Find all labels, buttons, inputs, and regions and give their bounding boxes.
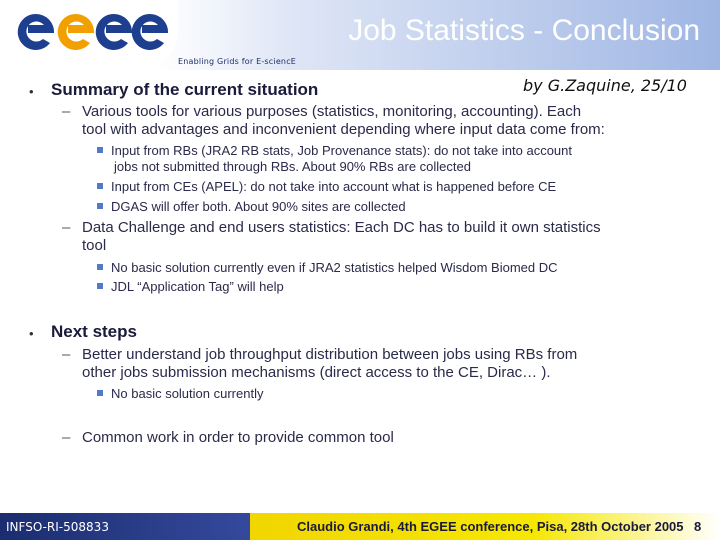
throughput-line-1: Better understand job throughput distribution between jobs using RBs from — [82, 346, 578, 363]
dash-marker: – — [62, 103, 71, 120]
egee-logo — [10, 4, 170, 60]
list-item: No basic solution currently — [97, 384, 263, 404]
square-bullet-icon — [97, 147, 103, 153]
common-work-line: Common work in order to provide common tool — [82, 429, 394, 446]
dash-marker: – — [62, 346, 71, 363]
slide-title: Job Statistics - Conclusion — [348, 14, 700, 47]
tools-line-2: tool with advantages and inconvenient depending where input data come from: — [82, 121, 605, 138]
square-bullet-icon — [97, 183, 103, 189]
list-item: No basic solution currently even if JRA2 statistics helped Wisdom Biomed DC — [97, 258, 558, 278]
slide-header — [0, 0, 720, 70]
list-item: Input from RBs (JRA2 RB stats, Job Provenance stats): do not take into account — [97, 141, 572, 161]
slide-footer — [0, 513, 720, 540]
tools-line-1: Various tools for various purposes (statistics, monitoring, accounting). Each — [82, 103, 582, 120]
page-number: 8 — [694, 519, 702, 534]
square-bullet-icon — [97, 390, 103, 396]
data-challenge-line-1: Data Challenge and end users statistics: Each DC has to build it own statistics — [82, 219, 601, 236]
list-item: JDL “Application Tag” will help — [97, 277, 284, 297]
summary-heading: Summary of the current situation — [51, 80, 319, 99]
author-byline: by G.Zaquine, 25/10 — [523, 76, 687, 95]
square-bullet-icon — [97, 264, 103, 270]
square-bullet-icon — [97, 283, 103, 289]
list-item: DGAS will offer both. About 90% sites are collected — [97, 197, 406, 217]
bullet-dot: • — [29, 326, 34, 341]
project-id: INFSO-RI-508833 — [6, 520, 109, 534]
next-steps-heading: Next steps — [51, 322, 137, 341]
dash-marker: – — [62, 219, 71, 236]
tagline: Enabling Grids for E-sciencE — [178, 57, 297, 66]
footer-left-band — [0, 513, 250, 540]
logo-area — [0, 0, 178, 70]
data-challenge-line-2: tool — [82, 237, 107, 254]
list-item: Input from CEs (APEL): do not take into account what is happened before CE — [97, 177, 556, 197]
bullet-dot: • — [29, 84, 34, 99]
throughput-line-2: other jobs submission mechanisms (direct access to the CE, Dirac… ). — [82, 364, 551, 381]
svg-text:egee: egee — [10, 4, 13, 5]
square-bullet-icon — [97, 203, 103, 209]
conference-info: Claudio Grandi, 4th EGEE conference, Pisa, 28th October 2005 — [297, 519, 684, 534]
list-item-continuation: jobs not submitted through RBs. About 90% RBs are collected — [114, 159, 471, 174]
dash-marker: – — [62, 429, 71, 446]
